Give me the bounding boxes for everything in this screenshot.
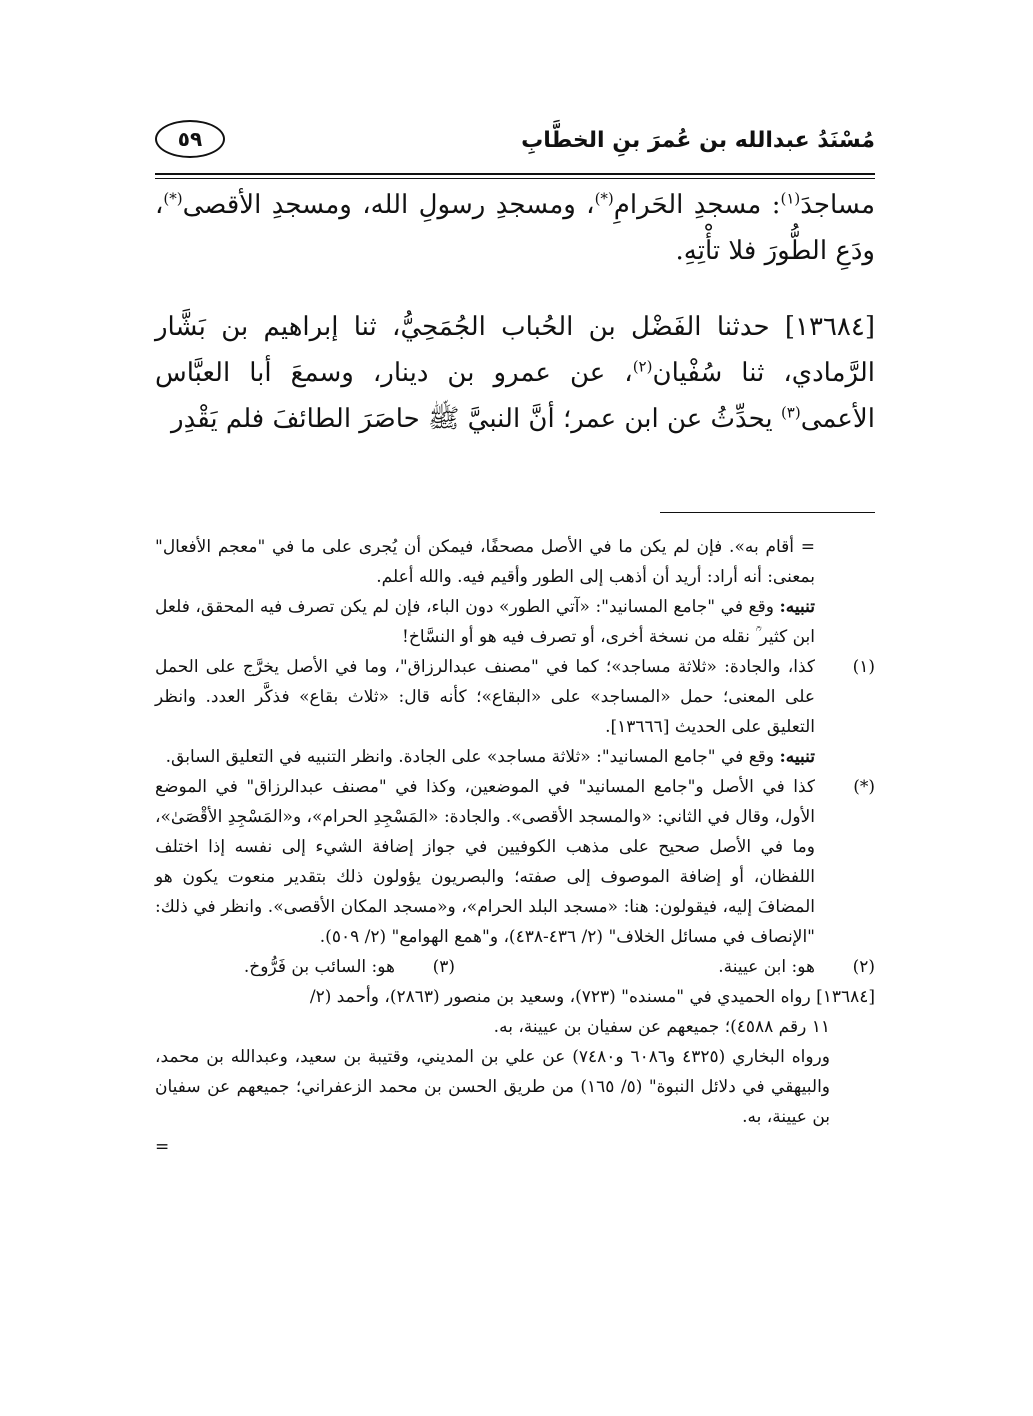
text-run: مساجدَ [800,190,876,220]
hadith-takhrij-1: [١٣٦٨٤] رواه الحميدي في "مسنده" (٧٢٣)، وسعيد بن منصور (٢٨٦٣)، وأحمد (٢/ [309,987,875,1007]
text-run: وقع في "جامع المسانيد": «ثلاثة مساجد» على الجادة. وانظر التنبيه في التعليق السابق. [165,747,780,767]
main-paragraph-1 [155,182,875,274]
page-number: ٥٩ [155,120,225,158]
footnote-tanbih [155,592,875,652]
footnote-text: كذا، والجادة: «ثلاثة مساجد»؛ كما في "مصنف عبدالرزاق"، وما في الأصل يخرَّج على الحمل على المعنى؛ حمل «المساجد» على «البقاع»؛ كأنه قال: «ثلاث بقاع» فذكَّر العدد. وانظر التعليق على الحديث [١٣٦٦٦]. [155,657,815,737]
text-run: يحدِّثُ عن ابن عمر؛ أنَّ النبيَّ ﷺ حاصَرَ الطائفَ فلم يَقْدِر [171,404,781,434]
footnote-1 [155,652,875,772]
running-title: مُسْنَدُ عبدالله بن عُمرَ بنِ الخطَّابِ [521,128,875,153]
footnote-number: (٣) [432,957,455,977]
text-run: : مسجدِ الحَرامِ [613,190,781,220]
footnote-number: (١) [852,657,875,677]
header-rule [155,173,875,179]
tanbih-label: تنبيه: [779,597,815,617]
footnote-2 [455,952,875,982]
text-run: [١٣٦٨٤] حدثنا الفَضْل بن الحُباب الجُمَحِيُّ، ثنا إبراهيم بن بَشَّار الرَّمادي، ثنا سُفْيان [155,312,875,388]
footnote-separator [660,512,875,513]
text-run: ، ودَعِ الطُّورَ فلا تأْتِهِ. [155,190,875,266]
footnote-number: (*) [853,777,875,797]
footnote-star [155,772,875,952]
text-run: ، ومسجدِ رسولِ الله، ومسجدِ الأقصى [182,190,595,220]
footnote-number: (٢) [852,957,875,977]
main-text [155,182,875,442]
tanbih-label: تنبيه: [779,747,815,767]
footnote-marker: (*) [594,189,614,208]
footnote-marker: (٣) [780,403,801,422]
footnote-marker: (*) [163,189,183,208]
footnote-text: هو: ابن عيينة. [718,957,815,977]
hadith-takhrij-3: ورواه البخاري (٤٣٢٥ و٦٠٨٦ و٧٤٨٠) عن علي بن المديني، وقتيبة بن سعيد، وعبدالله بن محمد، والبيهقي في دلائل النبوة" (٥/ ١٦٥) من طريق الحسن بن محمد الزعفراني؛ جميعهم عن سفيان بن عيينة، به. [155,1047,830,1127]
footnote-tanbih [155,742,815,772]
footnote-continuation: = أقام به». فإن لم يكن ما في الأصل مصحفًا، فيمكن أن يُجرى على ما في "معجم الأفعال" بمعنى: أنه أراد: أريد أن أذهب إلى الطور وأقيم فيه. والله أعلم. [155,537,815,587]
footnotes-2-3 [155,952,875,982]
continuation-marker: = [155,1137,170,1157]
main-paragraph-2 [155,304,875,442]
footnote-marker: (٢) [632,357,653,376]
page-header [155,120,875,168]
footnote-text: كذا في الأصل و"جامع المسانيد" في الموضعين، وكذا في "مصنف عبدالرزاق" في الموضع الأول، وقال في الثاني: «والمسجد الأقصى». والجادة: «المَسْجِدِ الحرام»، و«المَسْجِدِ الأقْصَىٰ»، وما في الأصل صحيح على مذهب الكوفيين في جواز إضافة الشيء إلى نفسه إذا اختلف اللفظان، أو إضافة الموصوف إلى صفته؛ والبصريون يؤولون ذلك بتقدير منعوت يكون هو المضافَ إليه، فيقولون: هنا: «مسجد البلد الحرام»، و«مسجد المكان الأقصى». وانظر في ذلك: "الإنصاف في مسائل الخلاف" (٢/ ٤٣٦-٤٣٨)، و"همع الهوامع" (٢/ ٥٠٩). [155,777,815,947]
footnotes [155,532,875,1162]
text-run: وقع في "جامع المسانيد": «آتي الطور» دون الباء، فإن لم يكن تصرف فيه المحقق، فلعل ابن كثير ؒ نقله من نسخة أخرى، أو تصرف فيه هو أو النسَّاخ! [155,597,815,647]
footnote-marker: (١) [780,189,801,208]
hadith-takhrij-2: ١١ رقم ٤٥٨٨)؛ جميعهم عن سفيان بن عيينة، به. [493,1017,830,1037]
text-run: ، عن عمرو بن دينار، وسمعَ أبا العبَّاس الأعمى [155,358,875,434]
footnote-text: هو: السائب بن فَرُّوخ. [243,957,395,977]
footnote-3 [155,952,455,982]
